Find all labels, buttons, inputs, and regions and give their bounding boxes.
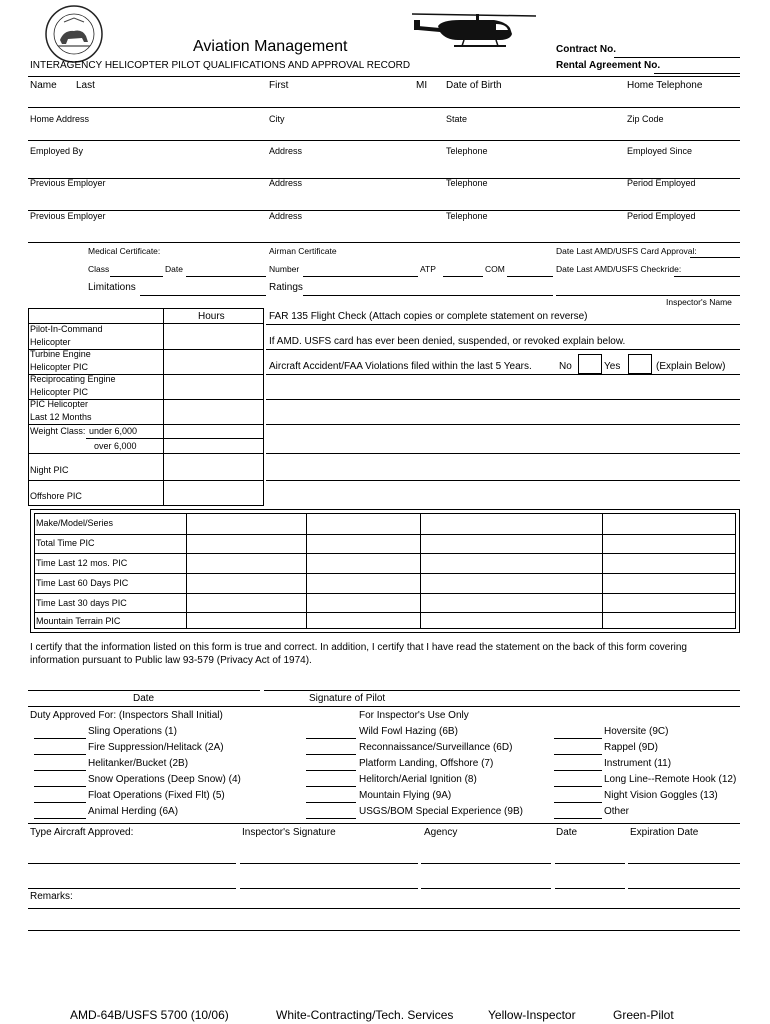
agency-field-2[interactable] <box>421 888 551 889</box>
state-label: State <box>446 114 468 124</box>
initial-field[interactable] <box>34 754 86 755</box>
duty-header: Duty Approved For: (Inspectors Shall Initial) <box>30 710 223 721</box>
explain-label: (Explain Below) <box>656 361 726 372</box>
initial-field[interactable] <box>306 770 356 771</box>
certification-date-field[interactable] <box>28 690 260 691</box>
initial-field[interactable] <box>306 738 356 739</box>
hours-row-4b: Last 12 Months <box>30 412 92 422</box>
medical-date-field[interactable] <box>186 276 266 277</box>
offshore-pic-label: Offshore PIC <box>30 491 82 501</box>
certification-rule <box>28 706 740 707</box>
medical-date-label: Date <box>165 264 183 274</box>
duty-item: Reconnaissance/Surveillance (6D) <box>359 742 513 753</box>
name-field-line[interactable] <box>28 107 740 108</box>
initial-field[interactable] <box>554 738 602 739</box>
weight-class-label: Weight Class: <box>30 426 86 436</box>
pilot-signature-field[interactable] <box>264 690 740 691</box>
type-aircraft-field-2[interactable] <box>28 888 236 889</box>
inspector-signature-field[interactable] <box>240 863 418 864</box>
explain-line-3[interactable] <box>266 424 740 425</box>
expiration-date-field[interactable] <box>628 863 740 864</box>
type-aircraft-label: Type Aircraft Approved: <box>30 827 134 838</box>
initial-field[interactable] <box>34 802 86 803</box>
duty-item: USGS/BOM Special Experience (9B) <box>359 806 523 817</box>
certification-line-1: I certify that the information listed on this form is true and correct. In addition, I certify that I have read the statement on the back of this form covering <box>30 642 687 653</box>
night-pic-label: Night PIC <box>30 465 69 475</box>
duty-item: Sling Operations (1) <box>88 726 177 737</box>
form-number: AMD-64B/USFS 5700 (10/06) <box>70 1008 229 1022</box>
aircraft-row-label: Time Last 30 days PIC <box>36 598 127 608</box>
aircraft-rule-5 <box>34 612 736 613</box>
duty-item: Rappel (9D) <box>604 742 658 753</box>
prev-employer-1-label: Previous Employer <box>30 178 106 188</box>
expiration-date-field-2[interactable] <box>628 888 740 889</box>
medical-cert-label: Medical Certificate: <box>88 246 161 256</box>
hours-row-1b: Helicopter <box>30 337 71 347</box>
aircraft-row-label: Time Last 60 Days PIC <box>36 578 129 588</box>
prev-employer-2-address-label: Address <box>269 211 303 221</box>
helicopter-logo <box>410 10 538 52</box>
amd-checkride-field[interactable] <box>674 276 740 277</box>
far135-label: FAR 135 Flight Check (Attach copies or complete statement on reverse) <box>269 311 588 322</box>
initial-field[interactable] <box>34 770 86 771</box>
zip-label: Zip Code <box>627 114 664 124</box>
initial-field[interactable] <box>306 754 356 755</box>
amd-checkride-label: Date Last AMD/USFS Checkride: <box>556 264 682 274</box>
duty-item: Snow Operations (Deep Snow) (4) <box>88 774 241 785</box>
yes-checkbox[interactable] <box>628 354 652 374</box>
white-copy: White-Contracting/Tech. Services <box>276 1008 454 1022</box>
header-rule <box>28 76 740 77</box>
certification-date-label: Date <box>133 693 155 704</box>
inspector-name-field[interactable] <box>556 295 740 296</box>
hours-row-2b: Helicopter PIC <box>30 362 89 372</box>
yes-label: Yes <box>604 361 621 372</box>
duty-item: Float Operations (Fixed Flt) (5) <box>88 790 225 801</box>
hours-rule-weight <box>86 438 264 439</box>
agency-label: Agency <box>424 827 458 838</box>
duty-item: Fire Suppression/Helitack (2A) <box>88 742 224 753</box>
prev-employer-1-period-label: Period Employed <box>627 178 696 188</box>
hours-col-divider <box>163 308 164 506</box>
rental-agreement-field[interactable] <box>654 73 740 74</box>
last-name-label: Last <box>76 80 95 91</box>
inspector-signature-label: Inspector's Signature <box>242 827 336 838</box>
atp-field[interactable] <box>443 276 483 277</box>
duty-item: Other <box>604 806 630 817</box>
explain-line-5[interactable] <box>266 480 740 481</box>
certification-line-2: information pursuant to Public law 93-579 (Privacy Act of 1974). <box>30 655 312 666</box>
prev-employer-2-period-label: Period Employed <box>627 211 696 221</box>
approval-date-field[interactable] <box>555 863 625 864</box>
com-label: COM <box>485 264 505 274</box>
mi-label: MI <box>416 80 428 91</box>
aircraft-rule-4 <box>34 593 736 594</box>
green-copy: Green-Pilot <box>613 1008 674 1022</box>
denied-field[interactable] <box>266 349 740 350</box>
duty-item: Mountain Flying (9A) <box>359 790 452 801</box>
duty-item: Instrument (11) <box>604 758 672 769</box>
airman-cert-label: Airman Certificate <box>269 246 337 256</box>
initial-field[interactable] <box>554 818 602 819</box>
address-field-line[interactable] <box>28 140 740 141</box>
initial-field[interactable] <box>306 786 356 787</box>
duty-item: Night Vision Goggles (13) <box>604 790 718 801</box>
explain-line-1[interactable] <box>266 374 740 375</box>
hours-row-2a: Turbine Engine <box>30 349 91 359</box>
no-checkbox[interactable] <box>578 354 602 374</box>
initial-field[interactable] <box>554 770 602 771</box>
accident-label: Aircraft Accident/FAA Violations filed within the last 5 Years. <box>269 361 532 372</box>
remarks-field-1[interactable] <box>28 908 740 909</box>
rental-agreement-label: Rental Agreement No. <box>556 60 661 71</box>
duty-item: Platform Landing, Offshore (7) <box>359 758 494 769</box>
duty-bottom-rule <box>28 823 740 824</box>
employed-since-label: Employed Since <box>627 146 693 156</box>
explain-line-2[interactable] <box>266 399 740 400</box>
duty-item: Hoversite (9C) <box>604 726 669 737</box>
employed-by-label: Employed By <box>30 146 84 156</box>
duty-item: Helitorch/Aerial Ignition (8) <box>359 774 477 785</box>
form-subtitle: INTERAGENCY HELICOPTER PILOT QUALIFICATIONS AND APPROVAL RECORD <box>30 60 411 71</box>
hours-rule-5 <box>28 453 264 454</box>
aircraft-rule-3 <box>34 573 736 574</box>
home-tel-label: Home Telephone <box>627 80 703 91</box>
agency-field[interactable] <box>421 863 551 864</box>
atp-label: ATP <box>420 264 436 274</box>
ratings-field[interactable] <box>303 295 553 296</box>
far135-field[interactable] <box>266 324 740 325</box>
initial-field[interactable] <box>306 818 356 819</box>
type-aircraft-field[interactable] <box>28 863 236 864</box>
no-label: No <box>559 361 572 372</box>
number-label: Number <box>269 264 300 274</box>
initial-field[interactable] <box>34 738 86 739</box>
first-name-label: First <box>269 80 289 91</box>
inspector-name-label: Inspector's Name <box>666 297 732 307</box>
city-label: City <box>269 114 285 124</box>
aircraft-rule-2 <box>34 553 736 554</box>
initial-field[interactable] <box>34 818 86 819</box>
duty-item: Animal Herding (6A) <box>88 806 179 817</box>
over-6000-label: over 6,000 <box>94 441 137 451</box>
form-title: Aviation Management <box>193 38 348 55</box>
approval-date-label: Date <box>556 827 578 838</box>
aircraft-row-label: Total Time PIC <box>36 538 95 548</box>
com-field[interactable] <box>507 276 553 277</box>
under-6000-label: under 6,000 <box>89 426 138 436</box>
aircraft-row-label: Mountain Terrain PIC <box>36 616 121 626</box>
amd-card-approval-label: Date Last AMD/USFS Card Approval: <box>556 246 697 256</box>
aircraft-rule-1 <box>34 534 736 535</box>
hours-row-1a: Pilot-In-Command <box>30 324 103 334</box>
number-field[interactable] <box>303 276 418 277</box>
duty-item: Helitanker/Bucket (2B) <box>88 758 189 769</box>
amd-card-approval-field[interactable] <box>690 257 740 258</box>
initial-field[interactable] <box>554 802 602 803</box>
prev-employer-2-label: Previous Employer <box>30 211 106 221</box>
prev-employer-1-tel-label: Telephone <box>446 178 488 188</box>
limitations-label: Limitations <box>88 282 136 293</box>
agency-seal <box>44 4 104 64</box>
initial-field[interactable] <box>306 802 356 803</box>
class-field[interactable] <box>110 276 163 277</box>
hours-row-4a: PIC Helicopter <box>30 399 89 409</box>
inspector-use-label: For Inspector's Use Only <box>359 710 469 721</box>
name-label: Name <box>30 80 57 91</box>
hours-rule-4 <box>28 424 264 425</box>
contract-no-label: Contract No. <box>556 44 616 55</box>
approval-date-field-2[interactable] <box>555 888 625 889</box>
hours-rule-6 <box>28 480 264 481</box>
ratings-label: Ratings <box>269 282 303 293</box>
prev-employer-2-field-line[interactable] <box>28 242 740 243</box>
yellow-copy: Yellow-Inspector <box>488 1008 576 1022</box>
prev-employer-1-address-label: Address <box>269 178 303 188</box>
hours-row-3b: Helicopter PIC <box>30 387 89 397</box>
explain-line-4[interactable] <box>266 453 740 454</box>
employer-tel-label: Telephone <box>446 146 488 156</box>
limitations-field[interactable] <box>140 295 266 296</box>
hours-row-3a: Reciprocating Engine <box>30 374 116 384</box>
inspector-signature-field-2[interactable] <box>240 888 418 889</box>
class-label: Class <box>88 264 110 274</box>
expiration-date-label: Expiration Date <box>630 827 699 838</box>
duty-item: Wild Fowl Hazing (6B) <box>359 726 458 737</box>
dob-label: Date of Birth <box>446 80 502 91</box>
prev-employer-2-tel-label: Telephone <box>446 211 488 221</box>
denied-label: If AMD. USFS card has ever been denied, suspended, or revoked explain below. <box>269 336 626 347</box>
duty-item: Long Line--Remote Hook (12) <box>604 774 737 785</box>
contract-no-field[interactable] <box>614 57 740 58</box>
initial-field[interactable] <box>34 786 86 787</box>
remarks-field-2[interactable] <box>28 930 740 931</box>
initial-field[interactable] <box>554 754 602 755</box>
hours-header: Hours <box>198 311 225 322</box>
pilot-signature-label: Signature of Pilot <box>309 693 386 704</box>
aircraft-row-label: Make/Model/Series <box>36 518 114 528</box>
aircraft-row-label: Time Last 12 mos. PIC <box>36 558 128 568</box>
home-address-label: Home Address <box>30 114 90 124</box>
employer-address-label: Address <box>269 146 303 156</box>
initial-field[interactable] <box>554 786 602 787</box>
remarks-label: Remarks: <box>30 891 73 902</box>
